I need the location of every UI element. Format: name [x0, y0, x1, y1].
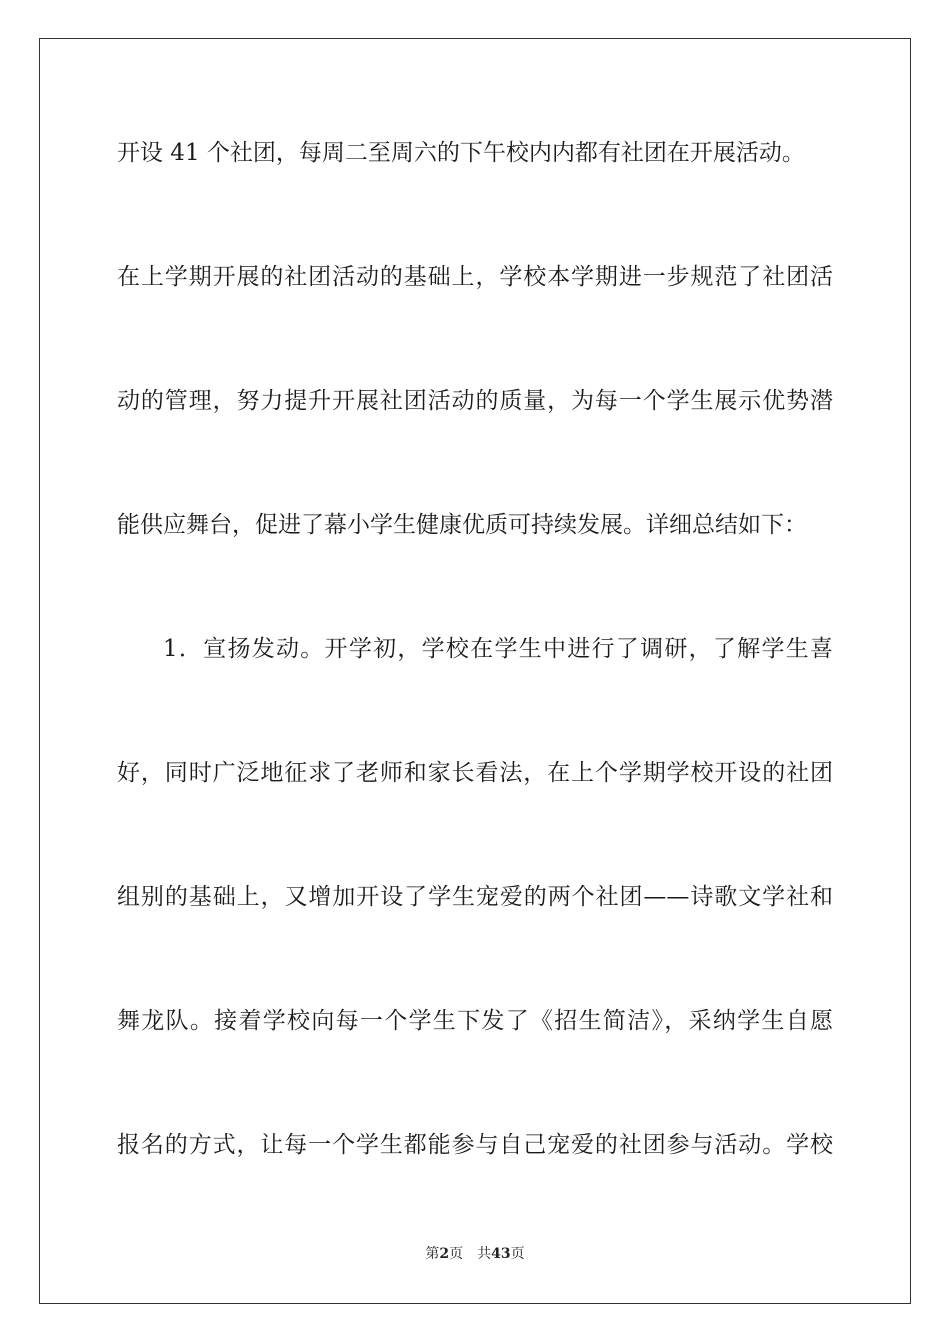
paragraph-line-7: 组别的基础上，又增加开设了学生宠爱的两个社团——诗歌文学社和: [117, 884, 833, 910]
paragraph-line-4: 能供应舞台，促进了幕小学生健康优质可持续发展。详细总结如下：: [117, 512, 807, 538]
page-label-prefix: 第: [425, 1246, 440, 1262]
paragraph-line-6: 好，同时广泛地征求了老师和家长看法，在上个学期学校开设的社团: [117, 760, 833, 786]
page-label-suffix: 页: [449, 1246, 464, 1262]
paragraph-line-9: 报名的方式，让每一个学生都能参与自己宠爱的社团参与活动。学校: [117, 1132, 833, 1158]
paragraph-line-5: 1．宣扬发动。开学初，学校在学生中进行了调研，了解学生喜: [163, 636, 833, 662]
document-body: [117, 133, 833, 1249]
total-pages: 43: [491, 1246, 511, 1262]
paragraph-line-3: 动的管理，努力提升开展社团活动的质量，为每一个学生展示优势潜: [117, 388, 833, 414]
page-number: 2: [439, 1246, 450, 1262]
paragraph-line-8: 舞龙队。接着学校向每一个学生下发了《招生简洁》，采纳学生自愿: [117, 1008, 833, 1034]
paragraph-line-2: 在上学期开展的社团活动的基础上，学校本学期进一步规范了社团活: [117, 264, 833, 290]
page-footer: [0, 1243, 950, 1263]
paragraph-line-1: 开设 41 个社团，每周二至周六的下午校内内都有社团在开展活动。: [117, 140, 805, 166]
total-label-prefix: 共: [477, 1246, 492, 1262]
total-label-suffix: 页: [510, 1246, 525, 1262]
